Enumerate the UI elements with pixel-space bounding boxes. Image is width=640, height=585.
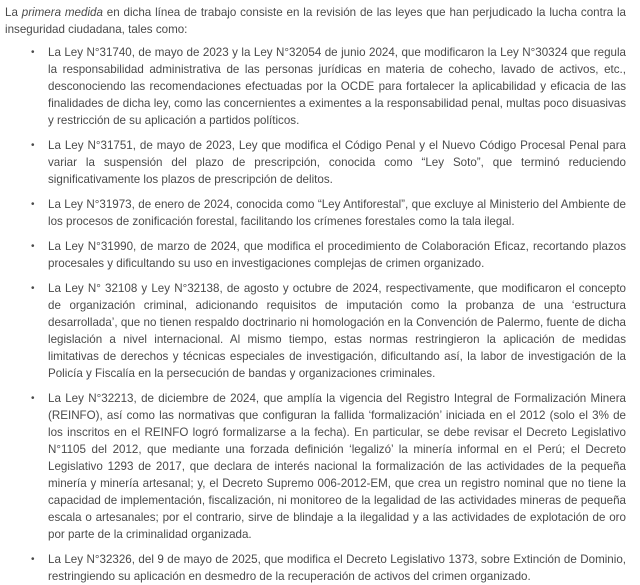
- list-item-text: La Ley N° 32108 y Ley N°32138, de agosto y octubre de 2024, respectivamente, que modificaron el concepto de organización criminal, adicionando requisitos de imputación como la probanza de una ‘estructura desarrollada’, que no tienen respaldo doctrinario ni homologación en la Convención de Palermo, fuente de dicha legislación a nivel internacional. Al mismo tiempo, estas normas restringieron la aplicación de medidas limitativas de derechos y técnicas especiales de investigación, dificultando así, la labor de investigación de la Policía y Fiscalía en la persecución de bandas y organizaciones criminales.: [48, 282, 626, 380]
- list-item-ley-31751: [5, 137, 626, 188]
- bullet-icon: •: [31, 283, 35, 294]
- list-item-ley-32326: [5, 551, 626, 585]
- list-item-text: La Ley N°31751, de mayo de 2023, Ley que modifica el Código Penal y el Nuevo Código Procesal Penal para variar la suspensión del plazo de prescripción, conocida como “Ley Soto”, que terminó reduciendo significativamente los plazos de prescripción de delitos.: [48, 139, 626, 186]
- intro-paragraph: [5, 4, 626, 38]
- intro-emphasis: primera medida: [21, 6, 103, 19]
- bullet-icon: •: [31, 393, 35, 404]
- list-item-text: La Ley N°31740, de mayo de 2023 y la Ley N°32054 de junio 2024, que modificaron la Ley N°30324 que regula la responsabilidad administrativa de las personas jurídicas en materia de cohecho, lavado de activos, etc., desconociendo las recomendaciones efectuadas por la OCDE para fortalecer la aplicabilidad y eficacia de las finalidades de dicha ley, como las concernientes a eximentes a la responsabilidad penal, multas poco disuasivas y restricción de su aplicación a partidos políticos.: [48, 46, 626, 127]
- list-item-ley-32108-32138: [5, 280, 626, 382]
- list-item-text: La Ley N°31973, de enero de 2024, conocida como “Ley Antiforestal”, que excluye al Ministerio del Ambiente de los procesos de zonificación forestal, facilitando los crímenes forestales como la tala ilegal.: [48, 198, 626, 228]
- bullet-icon: •: [31, 199, 35, 210]
- list-item-ley-31973: [5, 196, 626, 230]
- list-item-ley-31740: [5, 44, 626, 129]
- list-item-text: La Ley N°32326, del 9 de mayo de 2025, que modifica el Decreto Legislativo 1373, sobre Extinción de Dominio, restringiendo su aplicación en desmedro de la recuperación de activos del crimen organizado.: [48, 553, 626, 583]
- intro-prefix: La: [5, 6, 22, 19]
- intro-suffix: en dicha línea de trabajo consiste en la revisión de las leyes que han perjudicado la lucha contra la inseguridad ciudadana, tales como:: [5, 6, 626, 36]
- bullet-icon: •: [31, 554, 35, 565]
- bullet-icon: •: [31, 241, 35, 252]
- list-item-ley-32213: [5, 390, 626, 543]
- list-item-text: La Ley N°32213, de diciembre de 2024, que amplía la vigencia del Registro Integral de Formalización Minera (REINFO), así como las normativas que configuran la fallida ‘formalización’ iniciada en el 2012 (solo el 3% de los inscritos en el REINFO logró formalizarse a la fecha). En particular, se debe revisar el Decreto Legislativo N°1105 del 2012, que mediante una forzada definición ‘legalizó’ la minería informal en el Perú; el Decreto Legislativo 1293 de 2017, que declara de interés nacional la formalización de las actividades de la pequeña minería y minería artesanal; y, el Decreto Supremo 006-2012-EM, que crea un registro nominal que no tiene la capacidad de implementación, fiscalización, ni monitoreo de la legalidad de las actividades mineras de pequeña escala o artesanales; por el contrario, sirve de blindaje a la ilegalidad y a las actividades de explotación de oro por parte de la criminalidad organizada.: [48, 392, 626, 541]
- list-item-text: La Ley N°31990, de marzo de 2024, que modifica el procedimiento de Colaboración Eficaz, recortando plazos procesales y dificultando su uso en investigaciones complejas de crimen organizado.: [48, 240, 626, 270]
- bullet-icon: •: [31, 140, 35, 151]
- list-item-ley-31990: [5, 238, 626, 272]
- bullet-icon: •: [31, 47, 35, 58]
- laws-list: [5, 44, 626, 585]
